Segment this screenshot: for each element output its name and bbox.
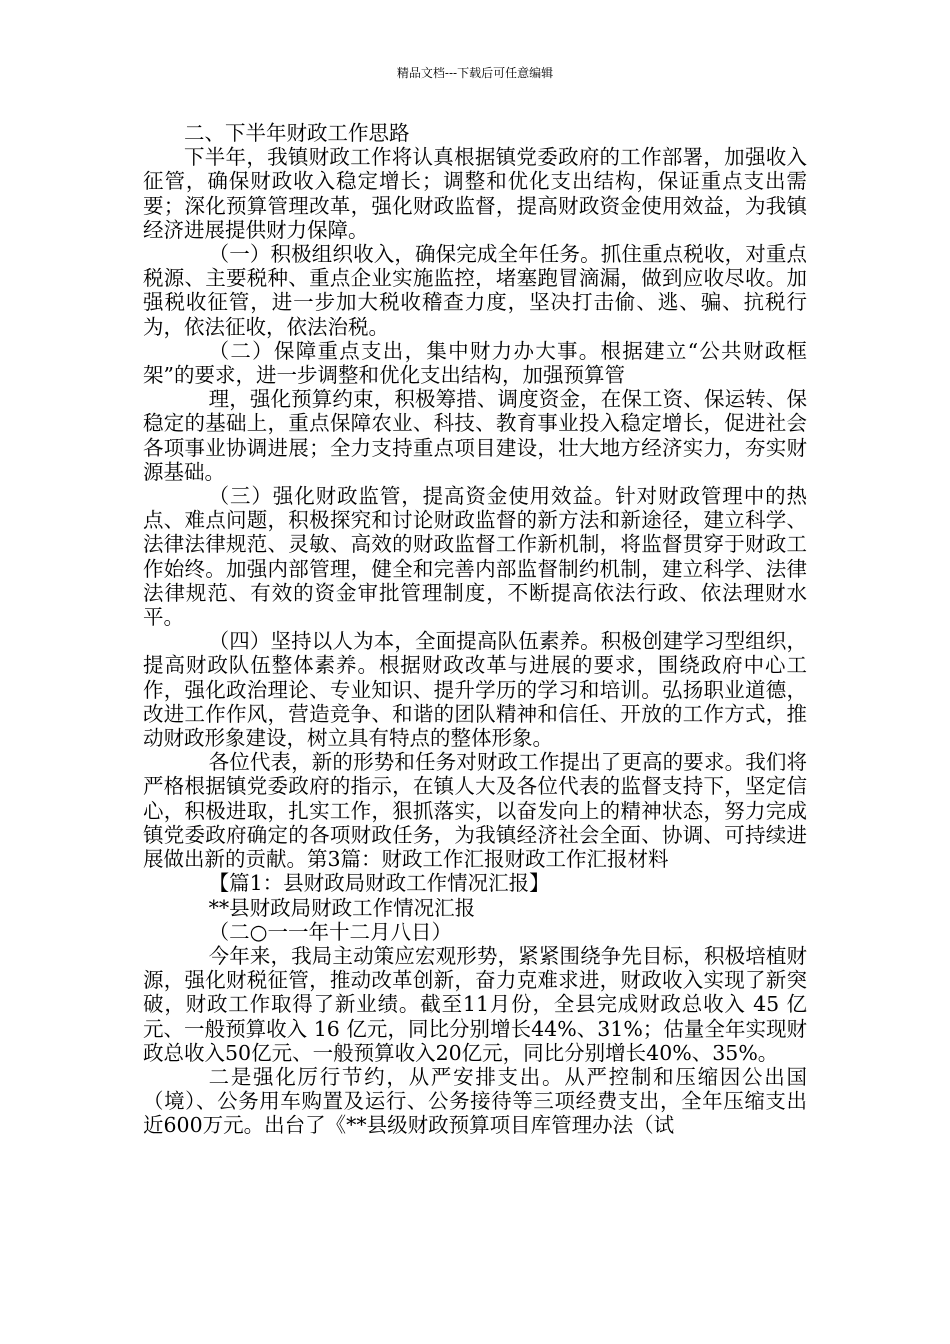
report-title: **县财政局财政工作情况汇报 xyxy=(208,895,476,920)
page-header: 精品文档---下载后可任意编辑 xyxy=(396,66,554,80)
paragraph: （四）坚持以人为本，全面提高队伍素养。积极创建学习型组织，提高财政队伍整体素养。根据财政改革与进展的要求，围绕政府中心工作，强化政治理论、专业知识、提升学历的学习和培训。弘扬职业道德，改进工作作风，营造竞争、和谐的团队精神和信任、开放的工作方式，推动财政形象建设，树立具有特点的整体形象。 xyxy=(143,629,807,751)
paragraph: 下半年，我镇财政工作将认真根据镇党委政府的工作部署，加强收入征管，确保财政收入稳定增长；调整和优化支出结构，保证重点支出需要；深化预算管理改革，强化财政监督，提高财政资金使用效益，为我镇经济进展提供财力保障。 xyxy=(143,145,807,242)
paragraph: （三）强化财政监管，提高资金使用效益。针对财政管理中的热点、难点问题，积极探究和讨论财政监督的新方法和新途径，建立科学、法律法律规范、灵敏、高效的财政监督工作新机制，将监督贯穿于财政工作始终。加强内部管理，健全和完善内部监督制约机制，建立科学、法律法律规范、有效的资金审批管理制度，不断提高依法行政、依法理财水平。 xyxy=(143,484,807,630)
paragraph: （一）积极组织收入，确保完成全年任务。抓住重点税收，对重点税源、主要税种、重点企业实施监控，堵塞跑冒滴漏，做到应收尽收。加强税收征管，进一步加大税收稽查力度，坚决打击偷、逃、骗、抗税行为，依法征收，依法治税。 xyxy=(143,242,807,339)
paragraph: 各位代表，新的形势和任务对财政工作提出了更高的要求。我们将严格根据镇党委政府的指示，在镇人大及各位代表的监督支持下，坚定信心，积极进取，扎实工作，狠抓落实，以奋发向上的精神状态，努力完成镇党委政府确定的各项财政任务，为我镇经济社会全面、协调、可持续进展做出新的贡献。第3篇：财政工作汇报财政工作汇报材料 xyxy=(143,750,807,872)
section-heading: 二、下半年财政工作思路 xyxy=(184,121,410,145)
document-body xyxy=(143,121,807,1138)
article-heading: 【篇1：县财政局财政工作情况汇报】 xyxy=(208,871,550,896)
report-date: （二○一一年十二月八日） xyxy=(208,919,452,944)
paragraph: （二）保障重点支出，集中财力办大事。根据建立“公共财政框架”的要求，进一步调整和优化支出结构，加强预算管 xyxy=(143,338,807,388)
paragraph: 理，强化预算约束，积极筹措、调度资金，在保工资、保运转、保稳定的基础上，重点保障农业、科技、教育事业投入稳定增长，促进社会各项事业协调进展；全力支持重点项目建设，壮大地方经济实力，夯实财源基础。 xyxy=(143,387,807,484)
paragraph: 今年来，我局主动策应宏观形势，紧紧围绕争先目标，积极培植财源，强化财税征管，推动改革创新，奋力克难求进，财政收入实现了新突破，财政工作取得了新业绩。截至11月份，全县完成财政总收入 45 亿元、一般预算收入 16 亿元，同比分别增长44%、31%；估量全年实现财政总收入50亿元、一般预算收入20亿元，同比分别增长40%、35%。 xyxy=(143,943,807,1065)
paragraph: 二是强化厉行节约，从严安排支出。从严控制和压缩因公出国（境）、公务用车购置及运行、公务接待等三项经费支出，全年压缩支出近600万元。出台了《**县级财政预算项目库管理办法（试 xyxy=(143,1064,807,1138)
